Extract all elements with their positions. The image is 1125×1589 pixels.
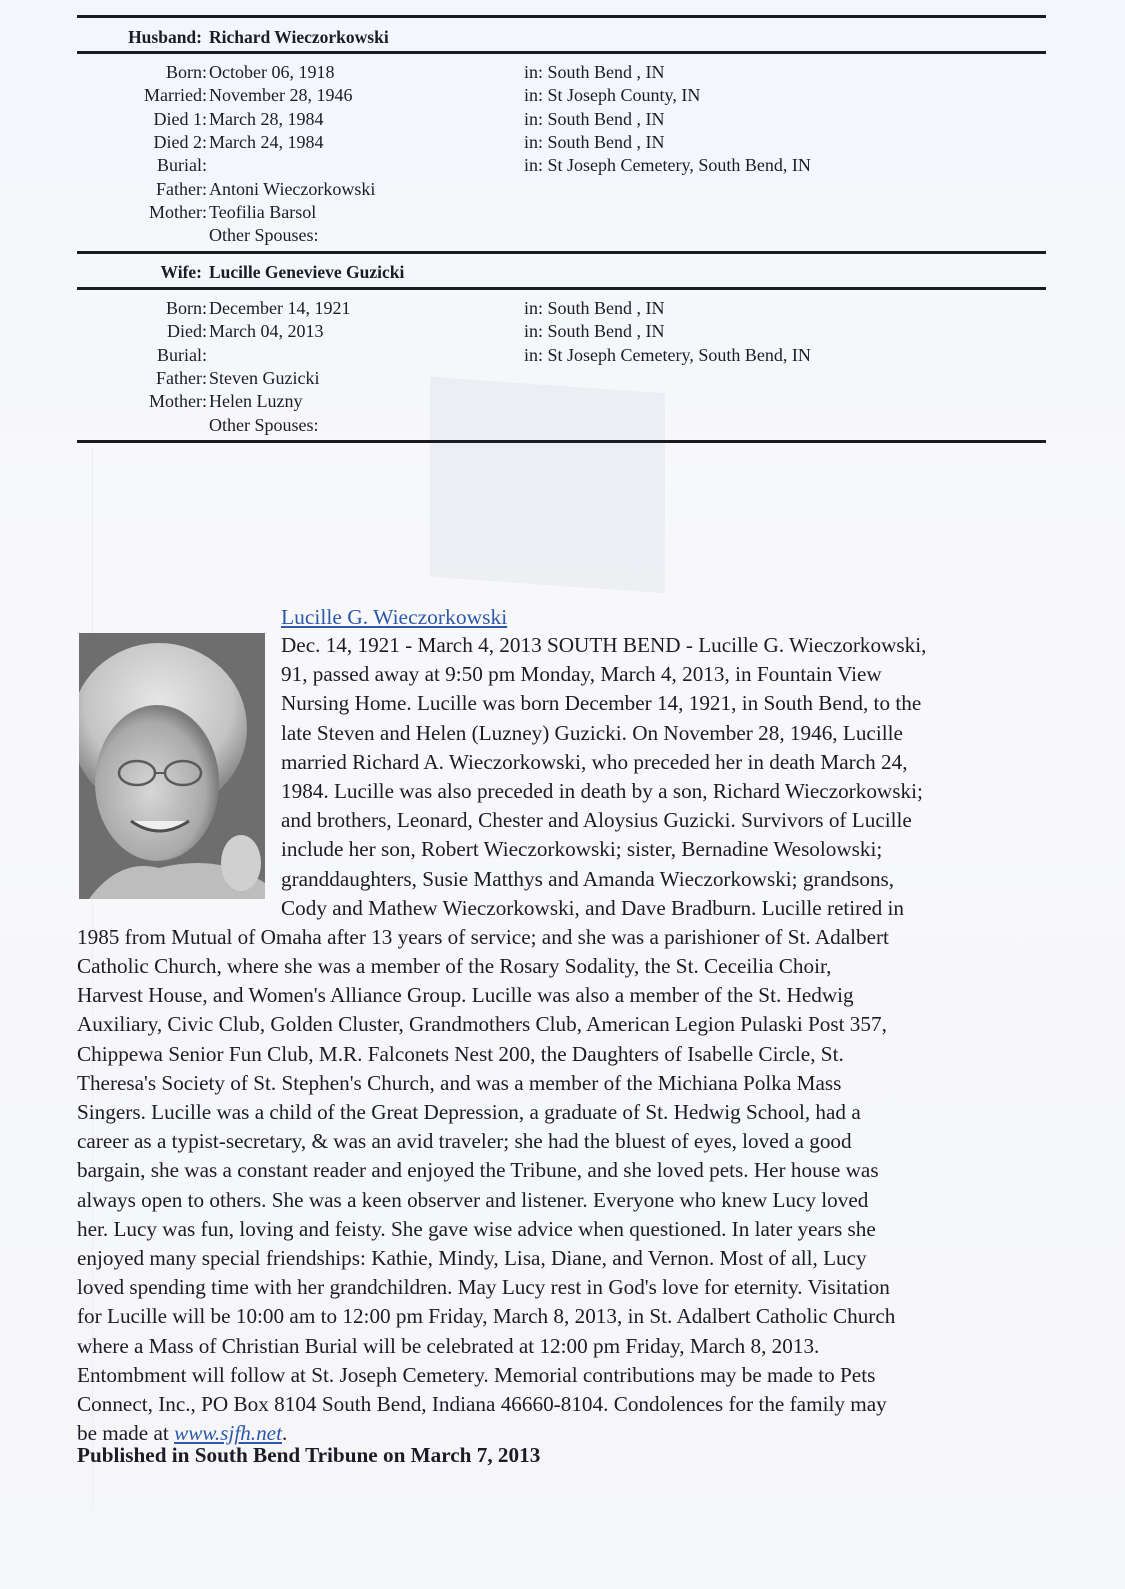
place-value [524,132,665,153]
field-value: March 28, 1984 [209,108,324,129]
bottom-rule [77,440,1046,443]
husband-row [0,155,1125,179]
wife-row [0,321,1125,345]
husband-row [0,62,1125,86]
obituary-line: Catholic Church, where she was a member of the Rosary Sodality, the St. Ceceilia Choir, [77,954,832,979]
in-label: in: [524,131,544,152]
condolence-prefix: be made at [77,1421,175,1446]
obituary-line: career as a typist-secretary, & was an avid traveler; she had the bluest of eyes, loved a good [77,1129,852,1154]
place-value [524,85,700,106]
field-value: March 24, 1984 [209,131,324,152]
place-value [524,345,811,366]
obituary-line: for Lucille will be 10:00 am to 12:00 pm Friday, March 8, 2013, in St. Adalbert Catholic Church [77,1304,896,1329]
obituary-line: 1985 from Mutual of Omaha after 13 years of service; and she was a parishioner of St. Adalbert [77,924,889,949]
wife-row [0,368,1125,392]
wife-row [0,391,1125,415]
field-value: Teofilia Barsol [209,201,317,222]
obituary-line: her. Lucy was fun, loving and feisty. She gave wise advice when questioned. In later years she [77,1216,876,1241]
in-label: in: [524,321,544,342]
obituary-line: Connect, Inc., PO Box 8104 South Bend, Indiana 46660-8104. Condolences for the family may [77,1391,887,1416]
wife-row [0,415,1125,439]
obituary-line: late Steven and Helen (Luzney) Guzicki. On November 28, 1946, Lucille [281,720,903,745]
obituary-line: enjoyed many special friendships: Kathie, Mindy, Lisa, Diane, and Vernon. Most of all, Lucy [77,1245,867,1270]
obituary-line: loved spending time with her grandchildren. May Lucy rest in God's love for eternity. Visitation [77,1275,890,1300]
obituary-line: include her son, Robert Wieczorkowski; sister, Bernadine Wesolowski; [281,837,883,862]
husband-name: Richard Wieczorkowski [209,27,389,47]
husband-row [0,179,1125,203]
obituary-line: 1984. Lucille was also preceded in death by a son, Richard Wieczorkowski; [281,778,923,803]
wife-top-rule [77,251,1046,254]
in-label: in: [524,344,544,365]
place-text: South Bend , IN [547,62,665,82]
place-text: St Joseph Cemetery, South Bend, IN [547,155,811,176]
in-label: in: [524,155,544,176]
obituary-line: Entombment will follow at St. Joseph Cemetery. Memorial contributions may be made to Pets [77,1362,876,1387]
field-value: Steven Guzicki [209,367,320,388]
obituary-line: Harvest House, and Women's Alliance Group. Lucille was also a member of the St. Hedwig [77,983,854,1008]
place-text: South Bend , IN [547,321,665,342]
obituary-line: married Richard A. Wieczorkowski, who preceded her in death March 24, [281,749,908,774]
in-label: in: [524,62,544,82]
field-label: Died: [167,321,207,342]
husband-row [0,109,1125,133]
place-value [524,155,811,176]
field-value: Other Spouses: [209,225,319,246]
obituary-line: granddaughters, Susie Matthys and Amanda Wieczorkowski; grandsons, [281,866,895,891]
field-label: Burial: [157,155,207,176]
obituary-line: Dec. 14, 1921 - March 4, 2013 SOUTH BEND - Lucille G. Wieczorkowski, [281,633,927,657]
husband-rule [77,51,1046,54]
obituary-line: Auxiliary, Civic Club, Golden Cluster, Grandmothers Club, American Legion Pulaski Post 357, [77,1012,887,1037]
field-label: Born: [165,298,207,318]
in-label: in: [524,108,544,129]
field-value: December 14, 1921 [209,298,351,318]
wife-rule [77,287,1046,290]
place-value [524,62,665,83]
field-label: Mother: [149,201,207,222]
place-text: St Joseph County, IN [547,85,701,106]
field-label: Married: [144,85,207,106]
wife-label: Wife: [160,262,202,282]
obituary-line: Singers. Lucille was a child of the Great Depression, a graduate of St. Hedwig School, had a [77,1100,861,1124]
obituary-line: Cody and Mathew Wieczorkowski, and Dave Bradburn. Lucille retired in [281,895,905,920]
place-text: South Bend , IN [547,298,665,318]
place-value [524,298,665,319]
field-label: Father: [156,178,207,199]
funeral-home-link[interactable]: www.sjfh.net [174,1421,282,1446]
field-value: March 04, 2013 [209,321,324,342]
field-label: Born: [165,62,207,82]
place-text: St Joseph Cemetery, South Bend, IN [547,344,811,365]
obituary-text [77,631,1052,1448]
obituary-line: always open to others. She was a keen observer and listener. Everyone who knew Lucy loved [77,1187,869,1212]
wife-name: Lucille Genevieve Guzicki [209,262,405,282]
obituary-line: 91, passed away at 9:50 pm Monday, March 4, 2013, in Fountain View [281,662,882,687]
place-text: South Bend , IN [547,108,665,129]
husband-row [0,202,1125,226]
place-text: South Bend , IN [547,131,665,152]
obituary-line: Nursing Home. Lucille was born December 14, 1921, in South Bend, to the [281,691,922,716]
field-value: Antoni Wieczorkowski [209,178,376,199]
in-label: in: [524,85,544,106]
field-label: Died 1: [153,108,207,129]
obituary-line: Theresa's Society of St. Stephen's Church, and was a member of the Michiana Polka Mass [77,1070,842,1095]
published-note: Published in South Bend Tribune on March 7, 2013 [77,1443,541,1467]
field-label: Father: [156,367,207,388]
field-value: Other Spouses: [209,414,319,435]
wife-row [0,345,1125,369]
obituary-title-link[interactable]: Lucille G. Wieczorkowski [281,605,508,629]
place-value [524,109,665,130]
field-label: Died 2: [153,131,207,152]
field-label: Mother: [149,391,207,412]
condolence-suffix: . [281,1421,288,1446]
obituary-line: Chippewa Senior Fun Club, M.R. Falconets Nest 200, the Daughters of Isabelle Circle, St. [77,1041,844,1066]
husband-label: Husband: [128,27,202,47]
obituary-line: bargain, she was a constant reader and enjoyed the Tribune, and she loved pets. Her house was [77,1158,879,1183]
field-value: October 06, 1918 [209,62,335,82]
field-value: Helen Luzny [209,391,303,412]
wife-row [0,298,1125,322]
obituary-line: where a Mass of Christian Burial will be celebrated at 12:00 pm Friday, March 8, 2013. [77,1333,820,1358]
place-value [524,321,665,342]
obituary-line: and brothers, Leonard, Chester and Aloysius Guzicki. Survivors of Lucille [281,808,912,833]
top-rule [77,15,1046,18]
field-value: November 28, 1946 [209,85,353,106]
husband-row [0,225,1125,249]
field-label: Burial: [157,344,207,365]
husband-row [0,85,1125,109]
husband-row [0,132,1125,156]
in-label: in: [524,298,544,318]
